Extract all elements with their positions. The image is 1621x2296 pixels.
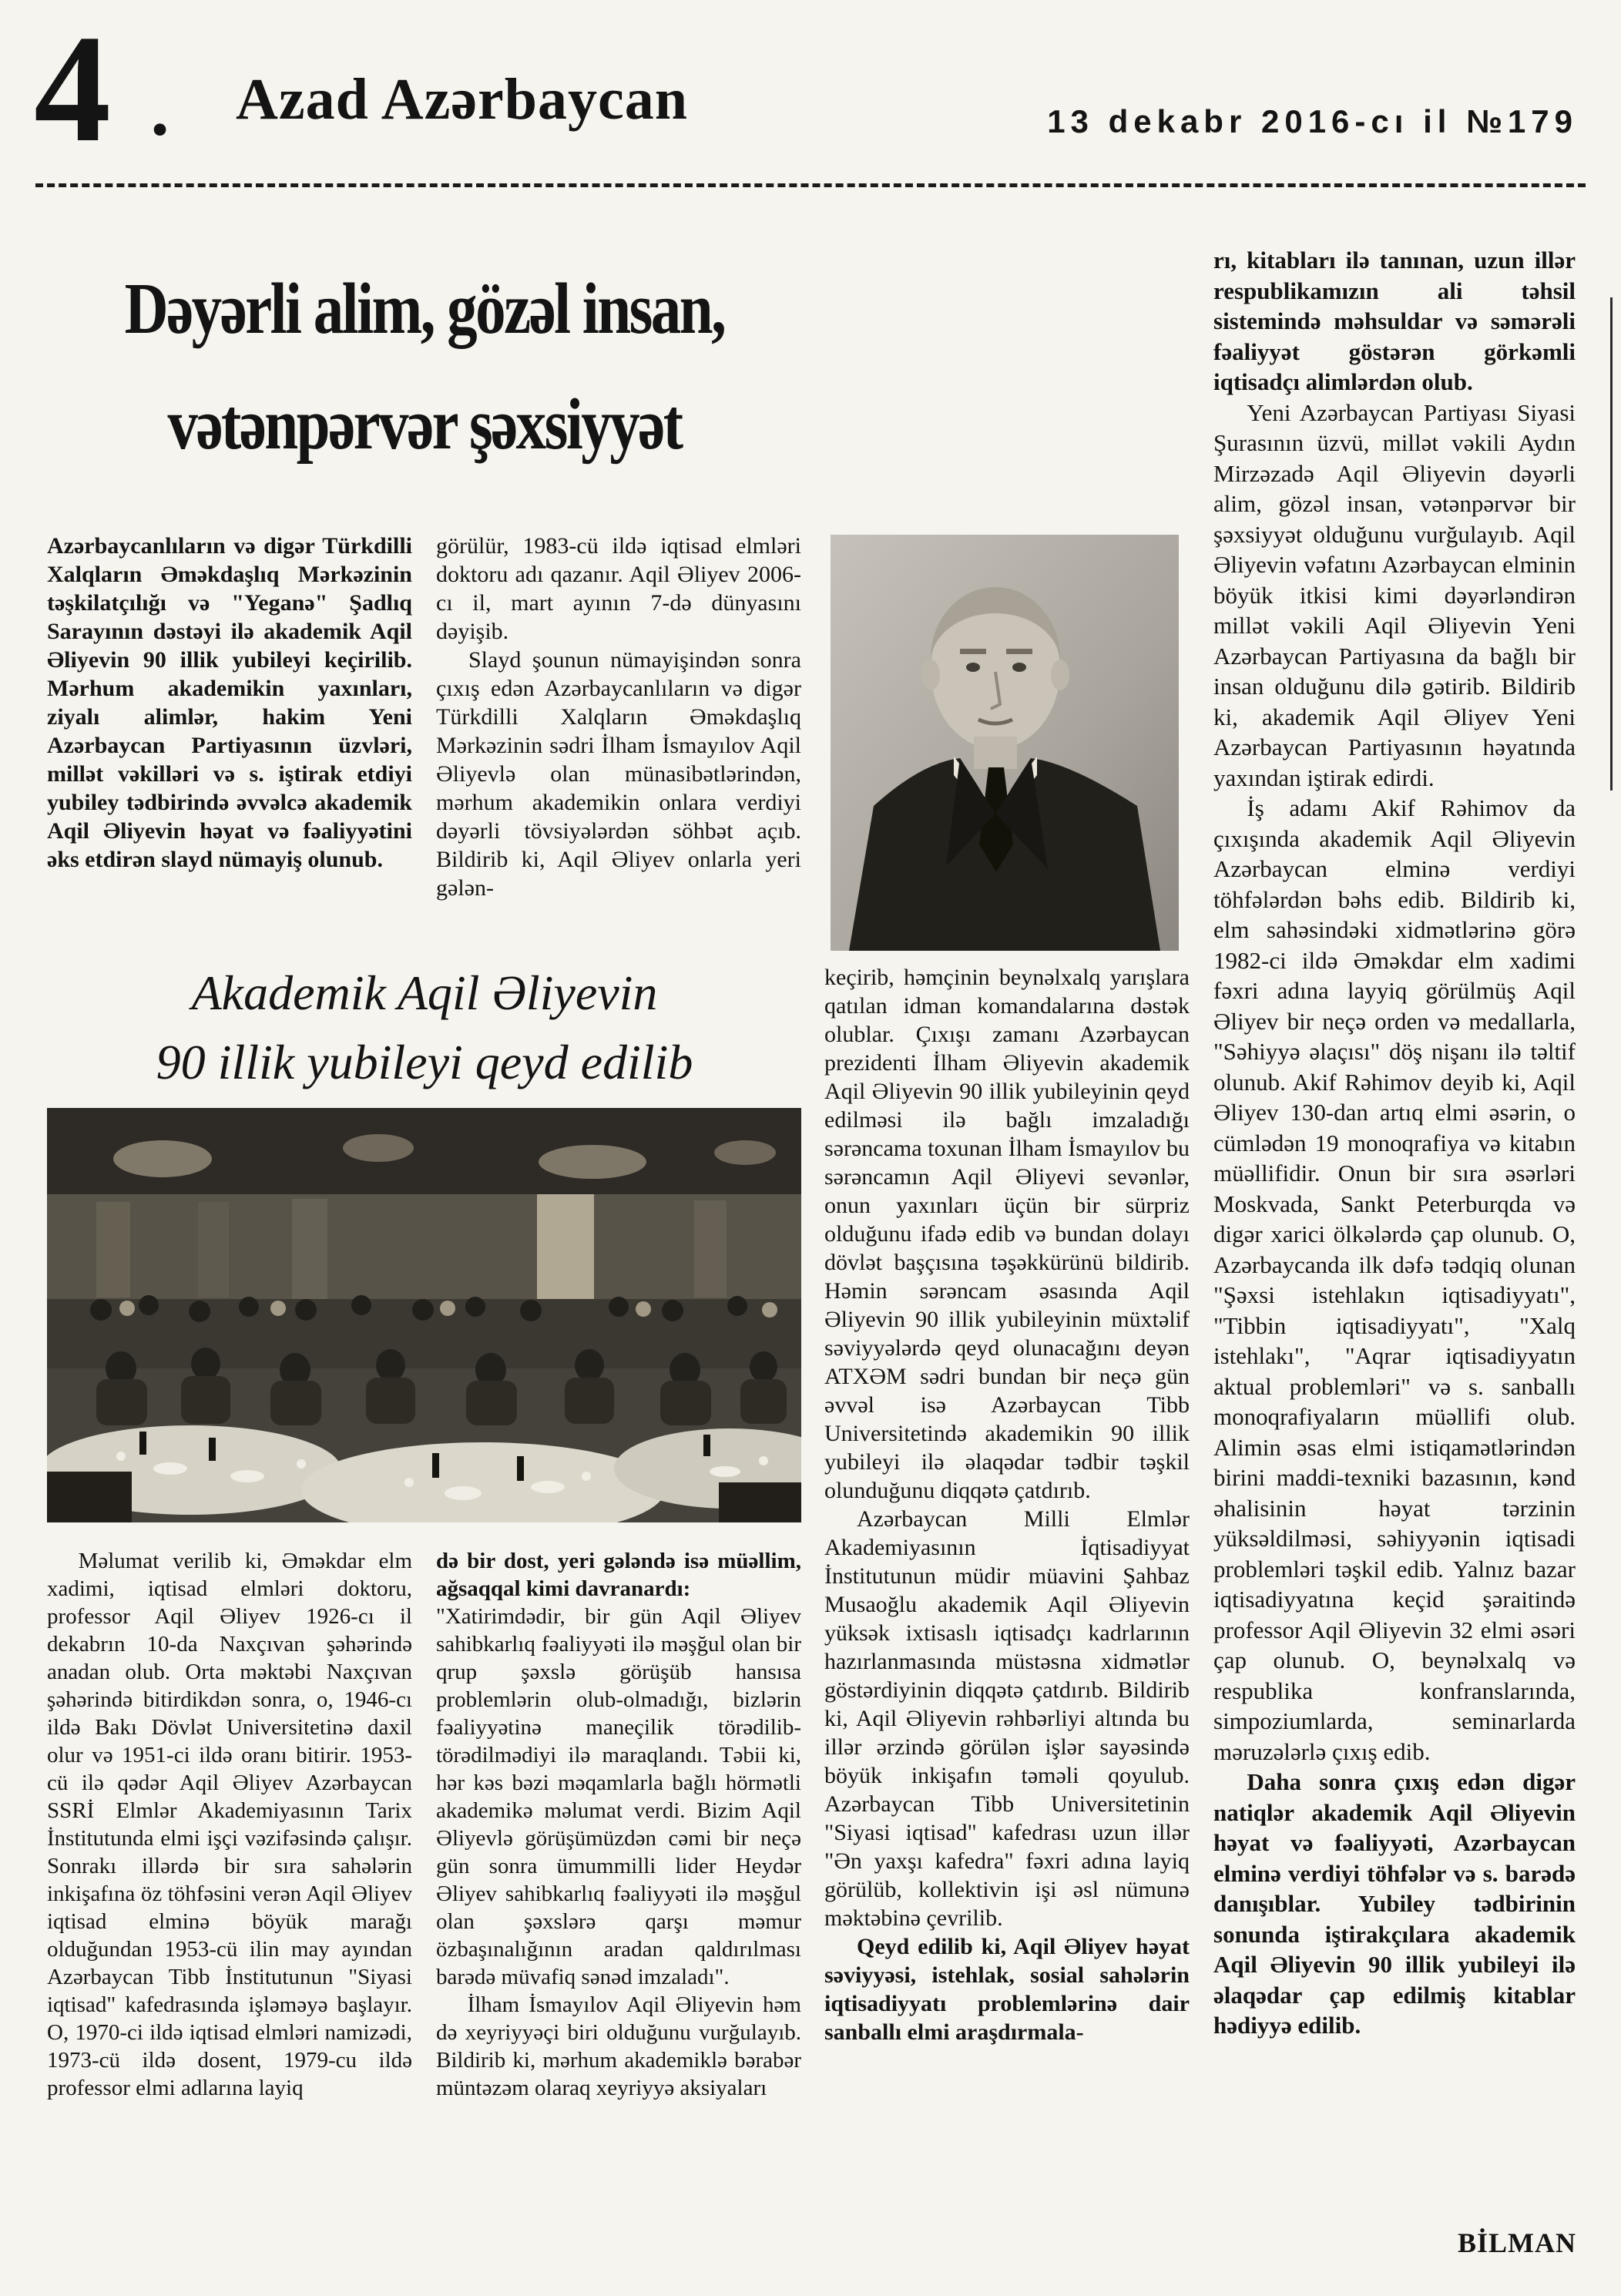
paragraph: Yeni Azərbaycan Partiyası Siyasi Şurasının üzvü, millət vəkili Aydın Mirzəzadə Aqil Əliyevin dəyərli alim, gözəl insan, vətənpərvər bir şəxsiyyət olduğunu vurğulayıb. Aqil Əliyevin vəfatını Azərbaycan elminin böyük itkisi kimi dəyərləndirən millət vəkili Aqil Əliyevin Yeni Azərbaycan Partiyasına da bağlı bir insan olduğunu dilə gətirib. Bildirib ki, akademik Aqil Əliyev Yeni Azərbaycan Partiyasının həyatında yaxından iştirak edirdi. [1213, 398, 1576, 791]
banquet-photo [47, 1108, 801, 1522]
paragraph: Azərbaycan Milli Elmlər Akademiyasının İqtisadiyyat İnstitutunun müdir müavini Şahbaz Musaoğlu akademik Aqil Əliyevin yüksək ixtisaslı iqtisadçı kadrlarının hazırlanmasında müstəsna xidmətlər göstərdiyinin diqqətə çatdırıb. Bildirib ki, Aqil Əliyevin rəhbərliyi altında bu illər ərzində görülən işlər sayəsində böyük inkişafın təməli qoyulub. Azərbaycan Tibb Universitetinin "Siyasi iqtisad" kafedrası uzun illər "Ən yaxşı kafedra" fəxri adına layiq görülüb, kollektivin işi əsl nümunə məktəbinə çevrilib. [824, 1506, 1190, 1931]
paragraph: görülür, 1983-cü ildə iqtisad elmləri doktoru adı qazanır. Aqil Əliyev 2006-cı il, mart ayının 7-də dünyasını dəyişib. [436, 533, 801, 644]
banquet-photo-graphic [47, 1108, 801, 1522]
body-column-1 [47, 1547, 412, 2279]
sub-headline-line-2: 90 illik yubileyi qeyd edilib [156, 1035, 693, 1089]
body-column-3 [824, 963, 1190, 2273]
portrait-photo-graphic [831, 535, 1179, 951]
sub-headline-line-1: Akademik Aqil Əliyevin [191, 965, 658, 1020]
page-number: 4 [34, 4, 106, 174]
body-column-4 [1213, 245, 1576, 2197]
paragraph: keçirib, həmçinin beynəlxalq yarışlara qatılan idman komandalarına dəstək olublar. Çıxışı zamanı Azərbaycan prezidenti İlham Əliyevin akademik Aqil Əliyevin 90 illik yubileyinin qeyd edilməsi ilə bağlı imzaladığı sərəncama toxunan İlham İsmayılov bu sərəncamın Aqil Əliyevi sevənlər, onun yaxınları üçün bir sürpriz olduğunu ifadə edib və bundan dolayı dövlət başçısına təşəkkürünü bildirib. Həmin sərəncam əsasında Aqil Əliyevin 90 illik yubileyinin müxtəlif səviyyələrdə qeyd olunacağını deyən ATXƏM sədri bundan bir neçə gün əvvəl isə Azərbaycan Tibb Universitetində akademikin 90 illik yubileyi ilə əlaqədar tədbir təşkil olunduğunu diqqətə çatdırıb. [824, 965, 1190, 1503]
column-rule [1610, 297, 1613, 791]
paragraph: Qeyd edilib ki, Aqil Əliyev həyat səviyyəsi, istehlak, sosial sahələrin iqtisadiyyatı problemlərinə dair sanballı elmi araşdırmala- [824, 1934, 1190, 2045]
issue-date: 13 dekabr 2016-cı il №179 [1047, 103, 1578, 139]
paragraph: İlham İsmayılov Aqil Əliyevin həm də xeyriyyəçi biri olduğunu vurğulayıb. Bildirib ki, mərhum akademiklə bərabər müntəzəm olaraq xeyriyyə aksiyaları [436, 1992, 801, 2100]
paragraph: Daha sonra çıxış edən digər natiqlər akademik Aqil Əliyevin həyat və fəaliyyəti, Azərbaycan elminə verdiyi töhfələr və s. barədə danışıblar. Yubiley tədbirinin sonunda iştirakçılara akademik Aqil Əliyevin 90 illik yubileyi ilə əlaqədar çap edilmiş kitablar hədiyyə edilib. [1213, 1768, 1576, 2039]
paragraph: Məlumat verilib ki, Əməkdar elm xadimi, iqtisad elmləri doktoru, professor Aqil Əliyev 1926-cı il dekabrın 10-da Naxçıvan şəhərində anadan olub. Orta məktəbi Naxçıvan şəhərində bitirdikdən sonra, o, 1946-cı ildə Bakı Dövlət Universitetinə daxil olur və 1951-ci ildə oranı bitirir. 1953-cü ilə qədər Aqil Əliyev Azərbaycan SSRİ Elmlər Akademiyasının Tarix İnstitutunda elmi işçi vəzifəsində çalışır. Sonrakı illərdə bir sıra sahələrin inkişafına öz töhfəsini verən Aqil Əliyev iqtisad elminə böyük marağı olduğundan 1953-cü ilin may ayından Azərbaycan Tibb İnstitutunun "Siyasi iqtisad" kafedrasında işləməyə başlayır. O, 1970-ci ildə iqtisad elmləri namizədi, 1973-cü ildə dosent, 1979-cu ildə professor elmi adlarına layiq [47, 1549, 412, 2100]
headline-line-2: vətənpərvər şəxsiyyət [167, 384, 682, 465]
bullet-icon: • [151, 102, 169, 158]
paragraph: İş adamı Akif Rəhimov da çıxışında akademik Aqil Əliyevin Azərbaycan elminə verdiyi töhfələrdən bəhs edib. Bildirib ki, elm sahəsindəki xidmətlərinə görə 1982-ci ildə Əməkdar elm xadimi fəxri adına layyiq görülmüş Aqil Əliyev bir neçə orden və medallarla, "Səhiyyə əlaçısı" döş nişanı ilə təltif olunub. Akif Rəhimov deyib ki, Aqil Əliyev 130-dan artıq elmi əsərin, o cümlədən 19 monoqrafiya və kitabın müəllifidir. Onun bir sıra əsərləri Moskvada, Sankt Peterburqda və digər xarici ölkələrdə çap olunub. O, Azərbaycanda ilk dəfə tədqiq olunan "Şəxsi istehlakın iqtisadiyyatı", "Tibbin iqtisadiyyatı", "Xalq istehlakı", "Aqrar iqtisadiyyatın aktual problemləri" və s. sanballı monoqrafiyaların müəllifi olub. Alimin əsas elmi istiqamətlərindən birini maddi-texniki bazasının, kənd əhalisinin həyat tərzinin yüksəldilməsi, səhiyyənin iqtisadi problemləri təşkil edib. Yalnız bazar iqtisadiyyatına keçid şəraitində professor Aqil Əliyevin 32 elmi əsəri çap olunub. O, beynəlxalq və respublika konfranslarında, simpoziumlarda, seminarlarda məruzələrlə çıxış edib. [1213, 794, 1576, 1765]
headline-line-1: Dəyərli alim, gözəl insan, [124, 269, 725, 349]
header-divider [35, 183, 1586, 187]
paragraph: də bir dost, yeri gələndə isə müəllim, ağsaqqal kimi davranardı: [436, 1549, 801, 1601]
paragraph: Slayd şounun nümayişindən sonra çıxış edən Azərbaycanlıların və digər Türkdilli Xalqların Əməkdaşlıq Mərkəzinin sədri İlham İsmayılov Aqil Əliyevlə olan münasibətlərindən, mərhum akademikin onlara verdiyi dəyərli tövsiyələrdən söhbət açıb. Bildirib ki, Aqil Əliyev onlarla yeri gələn- [436, 647, 801, 901]
body-column-2 [436, 1547, 801, 2279]
author-byline: BİLMAN [1457, 2227, 1576, 2258]
intro-column-2 [436, 532, 801, 957]
newspaper-title: Azad Azərbaycan [236, 67, 689, 132]
portrait-photo [831, 535, 1179, 951]
intro-column-1 [47, 532, 412, 957]
paragraph: "Xatirimdədir, bir gün Aqil Əliyev sahibkarlıq fəaliyyəti ilə məşğul olan bir qrup şəxslə görüşüb hansısa problemlərin olub-olmadığı, bizlərin fəaliyyətinə maneçilik törədilib-törədilmədiyi ilə maraqlandı. Təbii ki, hər kəs bəzi məqamlarla bağlı hörmətli akademikə məlumat verdi. Bizim Aqil Əliyevlə görüşümüzdən cəmi bir neçə gün sonra ümummilli lider Heydər Əliyev sahibkarlıq fəaliyyəti ilə məşğul olan şəxslərə qarşı məmur özbaşınalığının aradan qaldırılması barədə müvafiq sənəd imzaladı". [436, 1604, 801, 1989]
paragraph: Azərbaycanlıların və digər Türkdilli Xalqların Əməkdaşlıq Mərkəzinin təşkilatçılığı və "Yeganə" Şadlıq Sarayının dəstəyi ilə akademik Aqil Əliyevin 90 illik yubileyi keçirilib. Mərhum akademikin yaxınları, ziyalı alimlər, hakim Yeni Azərbaycan Partiyasının üzvləri, millət vəkilləri və s. iştirak etdiyi yubiley tədbirində əvvəlcə akademik Aqil Əliyevin həyat və fəaliyyətini əks etdirən slayd nümayiş olunub. [47, 533, 412, 872]
sub-headline [47, 958, 802, 1097]
article-headline [47, 251, 802, 482]
paragraph: rı, kitabları ilə tanınan, uzun illər respublikamızın ali təhsil sistemində məhsuldar və səmərəli fəaliyyət göstərən görkəmli iqtisadçı alimlərdən olub. [1213, 247, 1576, 395]
